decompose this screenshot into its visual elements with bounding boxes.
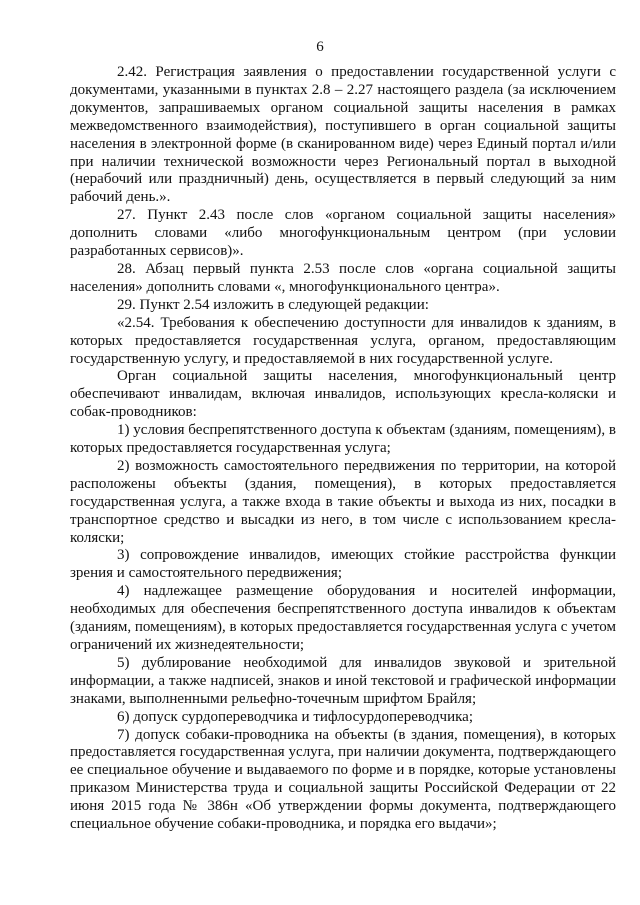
paragraph-27: 27. Пункт 2.43 после слов «органом социальной защиты населения» дополнить словами «либо многофункциональным центром (при условии разработанных сервисов)». [70, 207, 616, 260]
list-item-5: 5) дублирование необходимой для инвалидов звуковой и зрительной информации, а также надписей, знаков и иной текстовой и графической информации знаками, выполненными рельефно-точечным шрифтом Брайля; [70, 654, 616, 707]
list-item-1: 1) условия беспрепятственного доступа к объектам (зданиям, помещениям), в которых предоставляется государственная услуга; [70, 422, 616, 457]
paragraph-2-42: 2.42. Регистрация заявления о предоставлении государственной услуги с документами, указанными в пунктах 2.8 – 2.27 настоящего раздела (за исключением документов, запрашиваемых органом социальной защиты населения в рамках межведомственного взаимодействия), поступившего в орган социальной защиты населения в электронной форме (в сканированном виде) через Единый портал и/или при наличии технической возможности через Региональный портал в выходной (нерабочий или праздничный) день, осуществляется в первый следующий за ним рабочий день.». [70, 64, 616, 206]
paragraph-29: 29. Пункт 2.54 изложить в следующей редакции: [117, 296, 429, 313]
list-item-4: 4) надлежащее размещение оборудования и носителей информации, необходимых для обеспечения беспрепятственного доступа инвалидов к объектам (зданиям, помещениям), в которых предоставляется государственная услуга с учетом ограничений их жизнедеятельности; [70, 583, 616, 653]
list-item-3: 3) сопровождение инвалидов, имеющих стойкие расстройства функции зрения и самостоятельного передвижения; [70, 547, 616, 582]
list-item-6: 6) допуск сурдопереводчика и тифлосурдопереводчика; [117, 708, 473, 725]
paragraph-accessibility-intro: Орган социальной защиты населения, многофункциональный центр обеспечивают инвалидам, включая инвалидов, использующих кресла-коляски и собак-проводников: [70, 368, 616, 421]
list-item-2: 2) возможность самостоятельного передвижения по территории, на которой расположены объекты (здания, помещения), в которых предоставляется государственная услуга, а также входа в такие объекты и выхода из них, посадки в транспортное средство и высадки из него, в том числе с использованием кресла-коляски; [70, 457, 616, 546]
list-item-7: 7) допуск собаки-проводника на объекты (в здания, помещения), в которых предоставляется государственная услуга, при наличии документа, подтверждающего ее специальное обучение и выдаваемого по форме и в порядке, которые установлены приказом Министерства труда и социальной защиты Российской Федерации от 22 июня 2015 года № 386н «Об утверждении формы документа, подтверждающего специальное обучение собаки-проводника, и порядка его выдачи»; [70, 726, 616, 833]
document-body [70, 64, 616, 834]
page-number: 6 [316, 39, 324, 55]
paragraph-2-54: «2.54. Требования к обеспечению доступности для инвалидов к зданиям, в которых предоставляется государственная услуга, органом, предоставляющим государственную услугу, и предоставляемой в них государственной услуге. [70, 314, 616, 367]
paragraph-28: 28. Абзац первый пункта 2.53 после слов «органа социальной защиты населения» дополнить словами «, многофункционального центра». [70, 260, 616, 295]
